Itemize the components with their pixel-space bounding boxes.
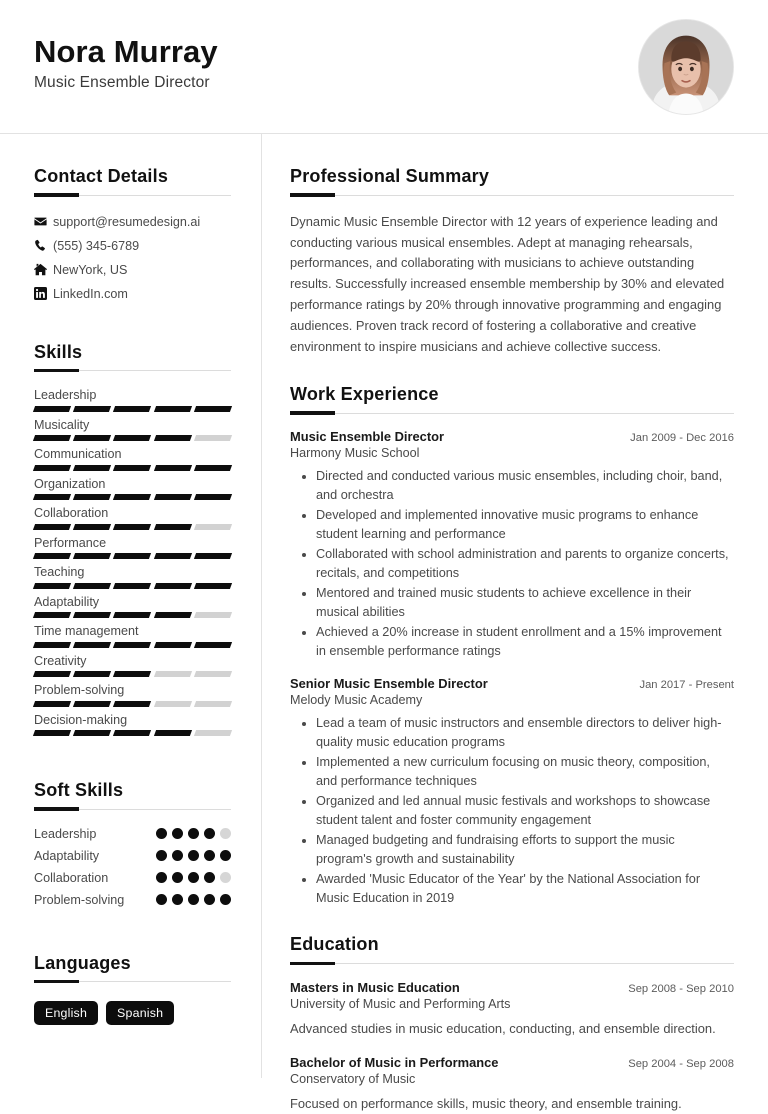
- soft-skill-rating: [156, 872, 231, 883]
- skill-level-bar: [34, 612, 231, 618]
- education-entry-date: Sep 2008 - Sep 2010: [628, 983, 734, 996]
- skill-segment: [194, 730, 232, 736]
- language-badge: Spanish: [106, 1001, 174, 1025]
- skill-segment: [33, 406, 71, 412]
- soft-skill-rating: [156, 850, 231, 861]
- work-entry-title: Music Ensemble Director: [290, 428, 445, 444]
- skill-label: Communication: [34, 447, 122, 462]
- bullet-item: • Achieved a 20% increase in student enrollment and a 15% improvement in ensemble performance ratings: [316, 623, 734, 661]
- avatar: [638, 19, 734, 115]
- skill-segment: [73, 524, 111, 530]
- rating-dot: [172, 872, 183, 883]
- skill-label: Musicality: [34, 417, 90, 432]
- education-entry: [290, 1055, 734, 1114]
- skill-row: [34, 447, 231, 471]
- skill-segment: [194, 553, 232, 559]
- section-heading: Contact Details: [34, 166, 169, 186]
- rating-dot: [172, 828, 183, 839]
- education-entry: [290, 980, 734, 1039]
- skill-row: [34, 506, 231, 530]
- summary-text: Dynamic Music Ensemble Director with 12 years of experience leading and conducting various musical ensembles. Adept at managing rehearsals, performances, and collaborating with musicians to achieve outstanding results. Successfully increased ensemble membership by 30% and elevated performance ratings by 20% through innovative programming and engaging audiences. Proven track record of fostering a collaborative and creative environment to inspire musicians and achieve collective success.: [290, 213, 725, 355]
- rating-dot: [204, 894, 215, 905]
- skill-label: Creativity: [34, 653, 87, 668]
- education-entry-header: [290, 980, 734, 995]
- skill-segment: [73, 435, 111, 441]
- work-entry-date: Jan 2017 - Present: [639, 679, 734, 691]
- skill-segment: [73, 671, 111, 677]
- bullet-item: • Organized and led annual music festivals and workshops to showcase student talent and foster community engagement: [316, 792, 734, 830]
- contact-value: (555) 345-6789: [53, 238, 140, 253]
- contact-value: NewYork, US: [53, 262, 128, 277]
- skill-segment: [154, 465, 192, 471]
- contact-value: support@resumedesign.ai: [53, 214, 201, 229]
- skill-row: [34, 536, 231, 560]
- soft-skill-row: [34, 893, 231, 907]
- soft-skill-row: [34, 849, 231, 863]
- portrait-photo-icon: [639, 20, 733, 114]
- rating-dot: [220, 872, 231, 883]
- soft-skill-label: Adaptability: [34, 848, 100, 863]
- skill-level-bar: [34, 524, 231, 530]
- skill-segment: [33, 494, 71, 500]
- skill-segment: [154, 553, 192, 559]
- skill-label: Decision-making: [34, 712, 128, 727]
- skill-segment: [113, 701, 151, 707]
- skill-segment: [33, 524, 71, 530]
- skill-segment: [194, 494, 232, 500]
- spacer: [34, 742, 231, 780]
- skills-list: [34, 388, 231, 736]
- skill-segment: [113, 465, 151, 471]
- skill-level-bar: [34, 406, 231, 412]
- education-entries-list: [290, 980, 734, 1114]
- skill-segment: [194, 671, 232, 677]
- phone-icon: [34, 239, 53, 252]
- skill-segment: [33, 553, 71, 559]
- section-divider: [34, 195, 231, 196]
- skill-segment: [73, 583, 111, 589]
- skill-segment: [33, 642, 71, 648]
- work-entry-bullets: [290, 467, 734, 661]
- bullet-item: • Managed budgeting and fundraising efforts to support the music program's growth and sustainability: [316, 831, 734, 869]
- skill-level-bar: [34, 435, 231, 441]
- skill-segment: [73, 730, 111, 736]
- rating-dot: [156, 894, 167, 905]
- soft-skill-rating: [156, 894, 231, 905]
- work-entry-org: Melody Music Academy: [290, 693, 423, 707]
- education-entry-description: Advanced studies in music education, conducting, and ensemble direction.: [290, 1021, 716, 1037]
- education-entry-header: [290, 1055, 734, 1070]
- spacer: [34, 311, 231, 342]
- section-soft-skills: [34, 780, 231, 907]
- section-languages: [34, 953, 231, 1026]
- skill-segment: [113, 494, 151, 500]
- skill-segment: [113, 671, 151, 677]
- skill-label: Collaboration: [34, 506, 109, 521]
- skill-level-bar: [34, 701, 231, 707]
- soft-skill-label: Collaboration: [34, 870, 109, 885]
- home-icon: [34, 263, 53, 276]
- skill-segment: [113, 583, 151, 589]
- skill-segment: [194, 612, 232, 618]
- soft-skill-rating: [156, 828, 231, 839]
- rating-dot: [188, 894, 199, 905]
- contact-value: LinkedIn.com: [53, 286, 128, 301]
- rating-dot: [204, 850, 215, 861]
- soft-skill-row: [34, 827, 231, 841]
- skill-segment: [154, 612, 192, 618]
- skill-segment: [33, 435, 71, 441]
- contact-item-linkedin[interactable]: [34, 287, 231, 301]
- section-heading: Education: [290, 934, 379, 955]
- soft-skill-row: [34, 871, 231, 885]
- rating-dot: [188, 828, 199, 839]
- language-badge: English: [34, 1001, 98, 1025]
- skill-segment: [33, 730, 71, 736]
- contact-item-location: [34, 263, 231, 277]
- page-title: Nora Murray: [34, 34, 218, 70]
- education-entry-title: Masters in Music Education: [290, 980, 460, 996]
- skill-row: [34, 388, 231, 412]
- education-entry-org: Conservatory of Music: [290, 1072, 416, 1087]
- section-divider: [290, 413, 734, 414]
- skill-label: Performance: [34, 535, 107, 550]
- rating-dot: [172, 850, 183, 861]
- skill-segment: [33, 701, 71, 707]
- skill-row: [34, 624, 231, 648]
- section-education: [290, 934, 734, 1114]
- skill-segment: [73, 494, 111, 500]
- skill-segment: [73, 612, 111, 618]
- skill-row: [34, 595, 231, 619]
- bullet-item: • Lead a team of music instructors and ensemble directors to deliver high-quality music education programs: [316, 714, 734, 752]
- skill-segment: [154, 406, 192, 412]
- resume-header: [0, 0, 768, 134]
- rating-dot: [220, 894, 231, 905]
- skill-segment: [194, 465, 232, 471]
- skill-segment: [154, 583, 192, 589]
- section-heading: Soft Skills: [34, 780, 124, 801]
- section-divider: [34, 981, 231, 982]
- skill-segment: [113, 406, 151, 412]
- skill-segment: [73, 465, 111, 471]
- bullet-item: • Developed and implemented innovative music programs to enhance student learning and performance: [316, 506, 734, 544]
- section-divider: [290, 963, 734, 964]
- skill-row: [34, 713, 231, 737]
- skill-label: Organization: [34, 476, 106, 491]
- bullet-item: • Awarded 'Music Educator of the Year' by the National Association for Music Education in 2019: [316, 870, 734, 908]
- skill-segment: [154, 730, 192, 736]
- skill-segment: [113, 642, 151, 648]
- skill-segment: [154, 701, 192, 707]
- work-entry-date: Jan 2009 - Dec 2016: [630, 431, 734, 444]
- spacer: [34, 915, 231, 953]
- rating-dot: [156, 850, 167, 861]
- skill-segment: [73, 553, 111, 559]
- rating-dot: [156, 828, 167, 839]
- soft-skill-label: Problem-solving: [34, 892, 125, 907]
- rating-dot: [188, 872, 199, 883]
- education-entry-title: Bachelor of Music in Performance: [290, 1055, 499, 1071]
- skill-row: [34, 654, 231, 678]
- education-entry-org: University of Music and Performing Arts: [290, 997, 511, 1012]
- work-entry-header: [290, 429, 734, 444]
- header-text-block: [34, 35, 638, 98]
- skill-level-bar: [34, 465, 231, 471]
- skill-segment: [113, 553, 151, 559]
- skill-label: Time management: [34, 624, 139, 639]
- rating-dot: [220, 850, 231, 861]
- section-skills: [34, 342, 231, 737]
- work-entry: [290, 676, 734, 908]
- envelope-icon: [34, 215, 53, 228]
- linkedin-icon: [34, 287, 53, 300]
- skill-level-bar: [34, 583, 231, 589]
- skill-segment: [73, 406, 111, 412]
- section-heading: Professional Summary: [290, 166, 490, 186]
- work-entry-org: Harmony Music School: [290, 445, 420, 460]
- soft-skill-label: Leadership: [34, 826, 97, 841]
- skill-label: Leadership: [34, 388, 97, 403]
- skill-segment: [154, 671, 192, 677]
- skill-segment: [154, 642, 192, 648]
- section-divider: [290, 195, 734, 196]
- main-content: [262, 134, 768, 1112]
- bullet-item: • Implemented a new curriculum focusing on music theory, composition, and performance techniques: [316, 753, 734, 791]
- skill-segment: [113, 730, 151, 736]
- contact-item-email[interactable]: [34, 215, 231, 229]
- skill-label: Problem-solving: [34, 683, 125, 698]
- rating-dot: [204, 828, 215, 839]
- work-entry-header: [290, 676, 734, 691]
- skill-segment: [113, 524, 151, 530]
- languages-list: [34, 1001, 231, 1025]
- work-entries-list: [290, 429, 734, 909]
- skill-segment: [113, 612, 151, 618]
- education-entry-description: Focused on performance skills, music theory, and ensemble training.: [290, 1096, 682, 1112]
- rating-dot: [156, 872, 167, 883]
- skill-segment: [194, 406, 232, 412]
- soft-skills-list: [34, 827, 231, 907]
- skill-segment: [33, 612, 71, 618]
- skill-segment: [194, 701, 232, 707]
- skill-segment: [33, 465, 71, 471]
- skill-level-bar: [34, 494, 231, 500]
- skill-segment: [154, 494, 192, 500]
- resume-body: [0, 134, 768, 1112]
- job-title-subtitle: Music Ensemble Director: [34, 73, 210, 91]
- rating-dot: [188, 850, 199, 861]
- section-heading: Skills: [34, 341, 83, 362]
- rating-dot: [220, 828, 231, 839]
- rating-dot: [172, 894, 183, 905]
- skill-label: Adaptability: [34, 594, 100, 609]
- section-work-experience: [290, 384, 734, 909]
- education-entry-date: Sep 2004 - Sep 2008: [628, 1058, 734, 1071]
- section-contact-details: [34, 166, 231, 301]
- bullet-item: • Mentored and trained music students to achieve excellence in their musical abilities: [316, 584, 734, 622]
- skill-row: [34, 477, 231, 501]
- skill-segment: [154, 435, 192, 441]
- skill-segment: [33, 583, 71, 589]
- section-professional-summary: [290, 166, 734, 358]
- skill-row: [34, 683, 231, 707]
- skill-level-bar: [34, 553, 231, 559]
- section-heading: Work Experience: [290, 383, 439, 404]
- skill-segment: [73, 642, 111, 648]
- skill-segment: [194, 583, 232, 589]
- skill-level-bar: [34, 642, 231, 648]
- section-heading: Languages: [34, 952, 131, 973]
- bullet-item: • Directed and conducted various music ensembles, including choir, band, and orchestra: [316, 467, 734, 505]
- rating-dot: [204, 872, 215, 883]
- skill-row: [34, 418, 231, 442]
- sidebar: [0, 134, 262, 1078]
- skill-segment: [154, 524, 192, 530]
- bullet-item: • Collaborated with school administration and parents to organize concerts, recitals, and competitions: [316, 545, 734, 583]
- section-divider: [34, 809, 231, 810]
- skill-segment: [33, 671, 71, 677]
- skill-label: Teaching: [34, 565, 85, 580]
- work-entry: [290, 429, 734, 661]
- skill-segment: [73, 701, 111, 707]
- work-entry-bullets: [290, 714, 734, 908]
- skill-level-bar: [34, 730, 231, 736]
- skill-segment: [194, 524, 232, 530]
- skill-segment: [194, 642, 232, 648]
- contact-item-phone[interactable]: [34, 239, 231, 253]
- contact-list: [34, 215, 231, 301]
- skill-segment: [113, 435, 151, 441]
- skill-segment: [194, 435, 232, 441]
- work-entry-title: Senior Music Ensemble Director: [290, 676, 488, 691]
- section-divider: [34, 370, 231, 371]
- skill-row: [34, 565, 231, 589]
- skill-level-bar: [34, 671, 231, 677]
